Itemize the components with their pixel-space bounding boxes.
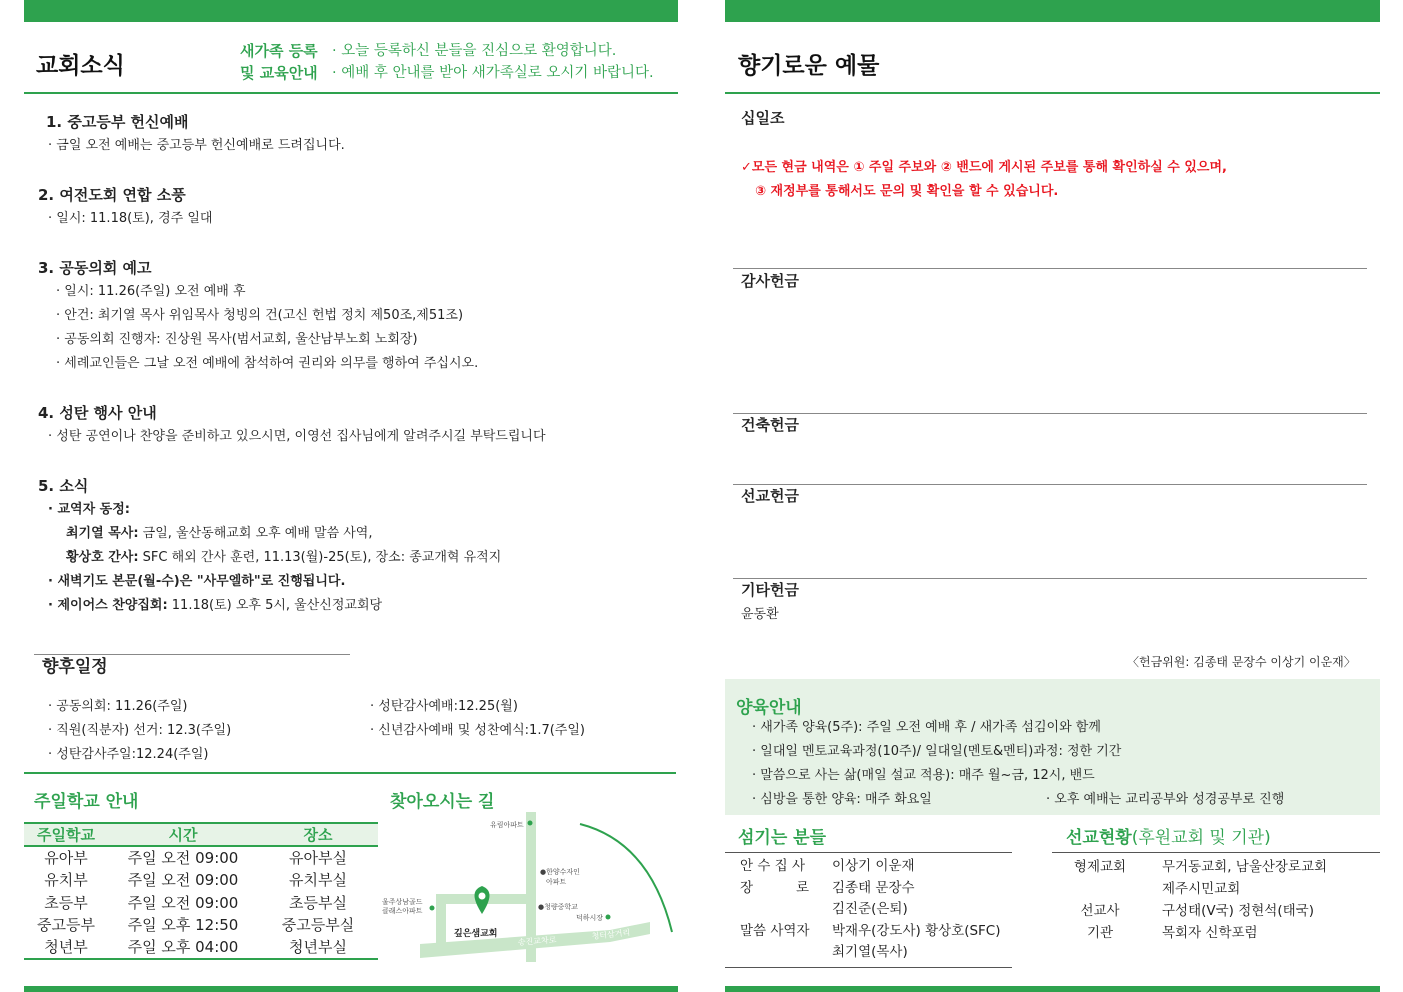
table-row [24, 891, 378, 914]
news5-staff: · 교역자 동정: [48, 502, 130, 517]
tithe-label: 십일조 [741, 109, 785, 127]
map-dot [606, 915, 611, 920]
offering-notice [741, 156, 1227, 204]
table-row [24, 936, 378, 959]
table-row [24, 846, 378, 869]
news-heading-4: 4. 성탄 행사 안내 [38, 404, 157, 422]
newcomer-label [240, 40, 318, 84]
nurture-item: · 심방을 통한 양육: 매주 화요일 [752, 792, 932, 807]
mission-value: 목회자 신학포럼 [1162, 925, 1258, 941]
upcoming-right [370, 695, 585, 743]
divider [733, 268, 1367, 269]
map-label-school: ●청량중학교 [538, 903, 578, 911]
news-heading-3: 3. 공동의회 예고 [38, 259, 152, 277]
map-label-market: 덕하시장 [576, 914, 604, 922]
top-bar-right [725, 0, 1380, 22]
news5-pastor-name: 최기열 목사: [66, 526, 139, 541]
news5-line-concert [48, 594, 546, 618]
nurture-extra: · 오후 예배는 교리공부와 성경공부로 진행 [1046, 792, 1285, 807]
news-heading-5: 5. 소식 [38, 477, 89, 495]
upcoming-item: · 성탄감사주일:12.24(주일) [48, 747, 209, 762]
nurture-title: 양육안내 [736, 698, 802, 718]
upcoming-item: · 신년감사예배 및 성찬예식:1.7(주일) [370, 723, 585, 738]
news5-line-pastor [66, 522, 546, 546]
col-header: 장소 [258, 823, 378, 846]
news5-dawn: · 새벽기도 본문(월-수)은 "사무엘하"로 진행됩니다. [48, 574, 346, 589]
server-row [740, 921, 1001, 943]
map-label-ulju: 울주상남골드 [382, 898, 423, 906]
news-line: · 일시: 11.18(토), 경주 일대 [48, 211, 213, 226]
mission-value: 제주시민교회 [1162, 881, 1241, 897]
server-role: 안 수 집 사 [740, 858, 806, 874]
table-cell: 유아부 [44, 849, 88, 868]
map-label-ulju-2: 클래스아파트 [382, 907, 423, 915]
mission-row [1060, 922, 1327, 944]
news-line: · 세례교인들은 그날 오전 예배에 참석하여 권리와 의무를 행하여 주십시오. [56, 356, 479, 371]
mission-row [1060, 900, 1327, 922]
mission-row [1060, 856, 1327, 878]
bottom-section-divider [24, 772, 676, 774]
map-label-yurim: 유림아파트 [490, 821, 524, 829]
table-cell: 주일 오후 04:00 [127, 938, 239, 957]
newcomer-label-1: 새가족 등록 [240, 42, 318, 60]
col-header: 시간 [108, 823, 258, 846]
servers-divider-bottom [725, 967, 1012, 968]
upcoming-left [48, 695, 231, 767]
table-cell: 주일 오전 09:00 [127, 849, 239, 868]
table-cell: 유아부실 [289, 849, 347, 868]
news-line: · 금일 오전 예배는 중고등부 헌신예배로 드려집니다. [48, 138, 345, 153]
table-cell: 청년부 [44, 938, 88, 957]
news-heading-1: 1. 중고등부 헌신예배 [46, 113, 189, 131]
server-row [740, 856, 1001, 878]
map-title: 찾아오시는 길 [390, 792, 495, 812]
map-label-hanyang-2: 아파트 [546, 878, 567, 886]
col-header: 주일학교 [24, 823, 108, 846]
table-cell: 유치부 [44, 871, 88, 890]
other-label: 기타헌금 [741, 581, 799, 599]
map-dot [528, 821, 533, 826]
map-graphic [380, 812, 676, 982]
news-line: · 성탄 공연이나 찬양을 준비하고 있으시면, 이영선 집사님에게 알려주시길 부탁드립니다 [48, 429, 546, 444]
sunday-school-table [24, 822, 378, 960]
servers-title: 섬기는 분들 [738, 828, 827, 848]
map-label-hanyang: ●한양수자인 [540, 868, 580, 876]
newcomer-text [332, 40, 654, 84]
table-cell: 주일 오후 12:50 [127, 916, 239, 935]
upcoming-item: · 직원(직분자) 선거: 12.3(주일) [48, 723, 232, 738]
news5-pastor-text: 금일, 울산동해교회 오후 예배 말씀 사역, [138, 526, 373, 541]
mission-key: 기관 [1086, 925, 1114, 941]
mission-key: 선교사 [1080, 903, 1120, 919]
offering-title: 향기로운 예물 [738, 53, 880, 79]
news-line: · 공동의회 진행자: 진상원 목사(범서교회, 울산남부노회 노회장) [56, 332, 418, 347]
top-bar-left [24, 0, 678, 22]
server-names: 이상기 이운재 [832, 858, 915, 874]
upcoming-title: 향후일정 [42, 657, 108, 677]
table-cell: 주일 오전 09:00 [127, 871, 239, 890]
upcoming-item: · 성탄감사예배:12.25(월) [370, 699, 518, 714]
map-label-road-2: 청터삼거리 [591, 927, 631, 941]
server-names: 최기열(목사) [832, 944, 908, 960]
servers-list [740, 856, 1001, 964]
building-label: 건축헌금 [741, 416, 799, 434]
divider [733, 413, 1367, 414]
map-pin-dot [479, 893, 486, 900]
nurture-item: · 일대일 멘토교육과정(10주)/ 일대일(멘토&멘티)과정: 정한 기간 [752, 744, 1122, 759]
newcomer-line-1: · 오늘 등록하신 분들을 진심으로 환영합니다. [332, 43, 617, 59]
news-heading-2: 2. 여전도회 연합 소풍 [38, 186, 186, 204]
newcomer-line-2: · 예배 후 안내를 받아 새가족실로 오시기 바랍니다. [332, 65, 654, 81]
table-cell: 유치부실 [289, 871, 347, 890]
server-row [740, 899, 1001, 921]
server-role: 말씀 사역자 [740, 922, 810, 939]
table-cell: 청년부실 [289, 938, 347, 957]
divider [733, 578, 1367, 579]
mission-value: 무거동교회, 남울산장로교회 [1162, 859, 1328, 875]
mission-status-sub: (후원교회 및 기관) [1131, 828, 1271, 848]
mission-status-main: 선교현황 [1066, 828, 1132, 848]
mission-divider [1052, 852, 1380, 853]
news-divider [24, 92, 678, 94]
table-row [24, 869, 378, 892]
table-cell: 초등부 [44, 893, 88, 912]
server-names: 김진준(은퇴) [832, 901, 908, 917]
mission-row [1060, 878, 1327, 900]
bottom-bar-right [725, 986, 1380, 992]
server-names: 박재우(강도사) 황상호(SFC) [832, 922, 1001, 939]
sunday-school-title: 주일학교 안내 [34, 792, 139, 812]
divider [733, 484, 1367, 485]
other-name: 윤동환 [741, 607, 779, 622]
table-row [24, 914, 378, 937]
news5-staff-text: SFC 해외 간사 훈련, 11.13(월)-25(토), 장소: 종교개혁 유적지 [138, 550, 502, 565]
committee: 〈헌금위원: 김종태 문장수 이상기 이운재〉 [1127, 655, 1356, 669]
table-cell: 주일 오전 09:00 [127, 893, 239, 912]
mission-list [1060, 856, 1327, 944]
server-row [740, 942, 1001, 964]
table-cell: 중고등부실 [281, 916, 355, 935]
thanks-label: 감사헌금 [741, 272, 799, 290]
notice-line-2: ③ 재정부를 통해서도 문의 및 확인을 할 수 있습니다. [755, 184, 1059, 199]
mission-value: 구성태(V국) 정현석(태국) [1162, 903, 1314, 919]
map-label-church: 깊은샘교회 [454, 929, 498, 939]
map-dot [430, 906, 435, 911]
news5-staff-name: 황상호 간사: [66, 550, 139, 565]
nurture-item: · 말씀으로 사는 삶(매일 설교 적용): 매주 월~금, 12시, 밴드 [752, 768, 1095, 783]
map-pin-icon [475, 886, 490, 914]
servers-divider-top [725, 852, 1012, 853]
news5-line-staff [66, 546, 546, 570]
table-cell: 초등부실 [289, 893, 347, 912]
nurture-item: · 새가족 양육(5주): 주일 오전 예배 후 / 새가족 섬김이와 함께 [752, 720, 1101, 735]
news5-concert-label: · 제이어스 찬양집회: [48, 598, 168, 613]
mission-status-title [1066, 823, 1271, 848]
bottom-bar-left [24, 986, 678, 992]
news-line: · 일시: 11.26(주일) 오전 예배 후 [56, 284, 246, 299]
news-list [38, 110, 546, 618]
server-role: 장 로 [740, 879, 809, 896]
news-title: 교회소식 [36, 53, 125, 79]
mission-key: 형제교회 [1073, 859, 1127, 875]
upcoming-item: · 공동의회: 11.26(주일) [48, 699, 188, 714]
notice-line-1: ✓모든 현금 내역은 ① 주일 주보와 ② 밴드에 게시된 주보를 통해 확인하실 수 있으며, [741, 160, 1227, 175]
news-line: · 안건: 최기열 목사 위임목사 청빙의 건(고신 헌법 정치 제50조,제51조) [56, 308, 464, 323]
server-row [740, 878, 1001, 900]
table-cell: 중고등부 [37, 916, 95, 935]
news5-concert-text: 11.18(토) 오후 5시, 울산신정교회당 [167, 598, 383, 613]
mission-label: 선교헌금 [741, 487, 799, 505]
map-label-road-1: 송진교차로 [517, 935, 557, 947]
server-names: 김종태 문장수 [832, 879, 915, 896]
offering-divider [725, 92, 1380, 94]
newcomer-label-2: 및 교육안내 [240, 64, 318, 82]
